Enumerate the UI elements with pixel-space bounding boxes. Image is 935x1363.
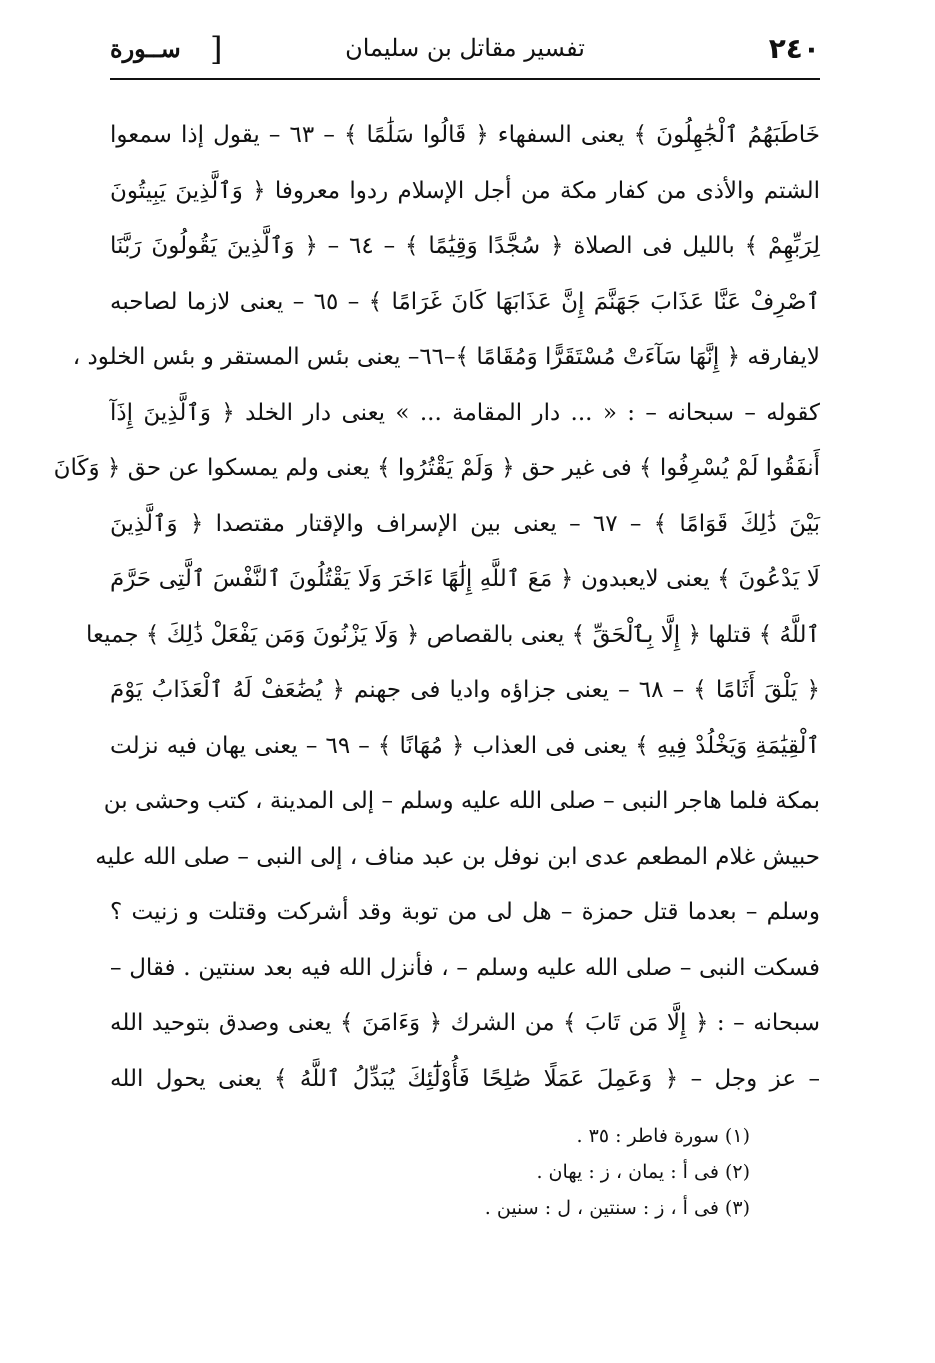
text-line: الشتم والأذى من كفار مكة من أجل الإسلام ردوا معروفا ﴿ وَٱلَّذِينَ يَبِيتُونَ <box>110 177 820 204</box>
text-line: – عز وجل – ﴿ وَعَمِلَ عَمَلًا صَٰلِحًا فَأُوْلَٰٓئِكَ يُبَدِّلُ ٱللَّهُ ﴾ يعنى يحول الله <box>110 1065 820 1092</box>
text-line: فسكت النبى – صلى الله عليه وسلم – ، فأنزل الله فيه بعد سنتين . فقال – <box>110 954 820 981</box>
footnote: (٣) فى أ ، ز : سنتين ، ل : سنين . <box>484 1197 750 1219</box>
text-line: ﴿ يَلْقَ أَثَامًا ﴾ – ٦٨ – يعنى جزاؤه واديا فى جهنم ﴿ يُضَٰعَفْ لَهُ ٱلْعَذَابُ يَوْمَ <box>110 677 820 703</box>
text-line: أَنفَقُوا لَمْ يُسْرِفُوا ﴾ فى غير حق ﴿ وَلَمْ يَقْتُرُوا ﴾ يعنى ولم يمسكوا عن حق ﴿ وَكَانَ <box>53 455 820 481</box>
footnote: (١) سورة فاطر : ٣٥ . <box>576 1125 750 1147</box>
book-title: تفسير مقاتل بن سليمان <box>345 34 585 62</box>
text-line: بمكة فلما هاجر النبى – صلى الله عليه وسلم – إلى المدينة ، كتب وحشى بن <box>103 788 820 814</box>
text-line: سبحانه – : ﴿ إِلَّا مَن تَابَ ﴾ من الشرك ﴿ وَءَامَنَ ﴾ يعنى وصدق بتوحيد الله <box>110 1010 820 1036</box>
header-rule <box>110 78 820 80</box>
text-line: كقوله – سبحانه – : « ... دار المقامة ... » يعنى دار الخلد ﴿ وَٱلَّذِينَ إِذَآ <box>110 399 820 426</box>
text-line: وسلم – بعدما قتل حمزة – هل لى من توبة وقد أشركت وقتلت و زنيت ؟ <box>110 899 820 925</box>
surah-label: ســورة <box>110 34 181 63</box>
text-line: لَا يَدْعُونَ ﴾ يعنى لايعبدون ﴿ مَعَ ٱللَّهِ إِلَٰهًا ءَاخَرَ وَلَا يَقْتُلُونَ ٱلنَّفْسَ ٱلَّتِى حَرَّمَ <box>110 566 820 592</box>
text-line: ٱصْرِفْ عَنَّا عَذَابَ جَهَنَّمَ إِنَّ عَذَابَهَا كَانَ غَرَامًا ﴾ – ٦٥ – يعنى لازما لصاحبه <box>110 288 821 315</box>
text-line: بَيْنَ ذَٰلِكَ قَوَامًا ﴾ – ٦٧ – يعنى بين الإسراف والإقتار مقتصدا ﴿ وَٱلَّذِينَ <box>110 510 820 537</box>
header-bracket-glyph: [ <box>210 30 223 68</box>
text-line: ٱلْقِيَٰمَةِ وَيَخْلُدْ فِيهِ ﴾ يعنى فى العذاب ﴿ مُهَانًا ﴾ – ٦٩ – يعنى يهان فيه نزلت <box>110 732 820 759</box>
text-line: حبيش غلام المطعم عدى ابن نوفل بن عبد مناف ، إلى النبى – صلى الله عليه <box>95 843 820 870</box>
footnote: (٢) فى أ : يمان ، ز : يهان . <box>536 1161 750 1183</box>
text-line: لِرَبِّهِمْ ﴾ بالليل فى الصلاة ﴿ سُجَّدًا وَقِيَٰمًا ﴾ – ٦٤ – ﴿ وَٱلَّذِينَ يَقُولُونَ رَبَّنَا <box>110 233 820 259</box>
footnotes <box>110 1118 750 1238</box>
running-header <box>110 30 820 70</box>
text-line: خَاطَبَهُمُ ٱلْجَٰهِلُونَ ﴾ يعنى السفهاء ﴿ قَالُوا سَلَٰمًا ﴾ – ٦٣ – يقول إذا سمعوا <box>110 122 820 148</box>
page-number: ٢٤٠ <box>768 32 820 65</box>
text-line: لايفارقه ﴿ إِنَّهَا سَآءَتْ مُسْتَقَرًّا وَمُقَامًا ﴾–٦٦– يعنى بئس المستقر و بئس الخلود ، <box>72 344 820 370</box>
commentary-body <box>53 108 821 1092</box>
text-line: ٱللَّهُ ﴾ قتلها ﴿ إِلَّا بِٱلْحَقِّ ﴾ يعنى بالقصاص ﴿ وَلَا يَزْنُونَ وَمَن يَفْعَلْ ذَٰلِكَ ﴾ جميعا <box>86 621 820 648</box>
